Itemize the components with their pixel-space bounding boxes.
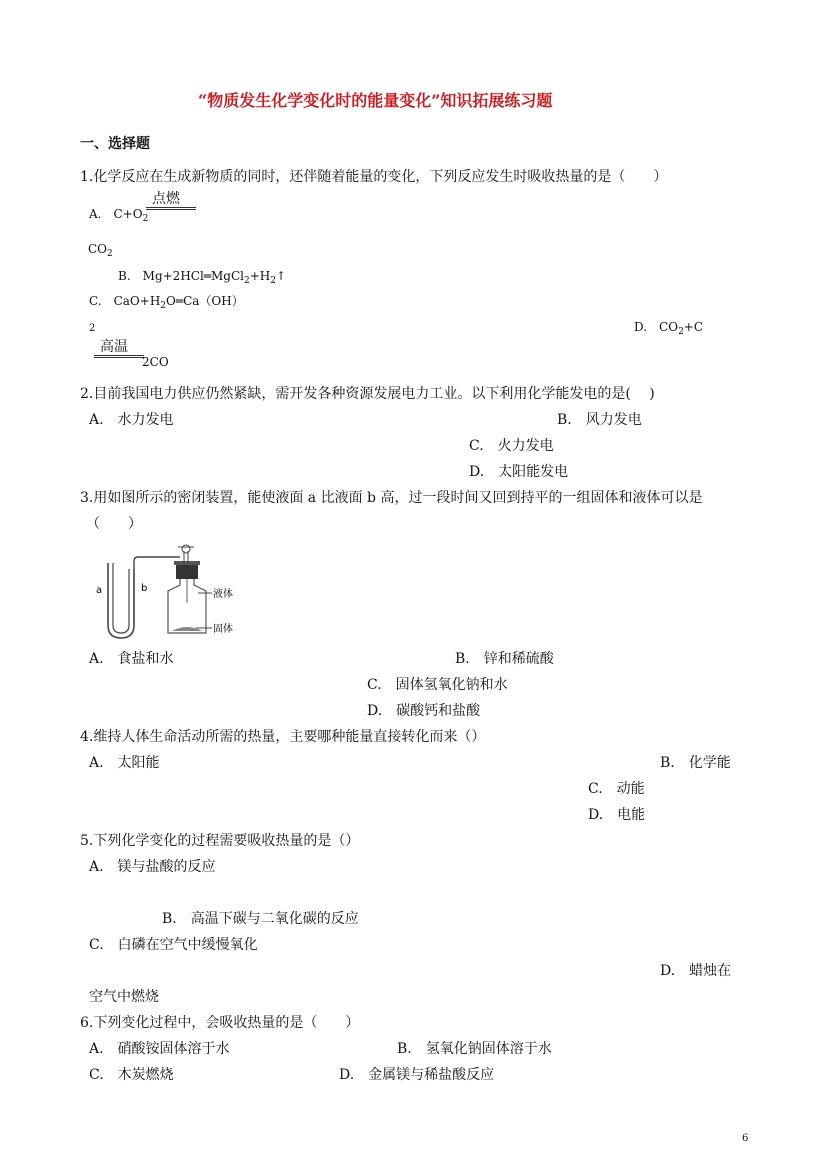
q5-option-d-cont: 空气中燃烧 <box>89 989 159 1005</box>
apparatus-figure <box>88 543 248 643</box>
q1-d-condition: 高温 <box>100 339 128 355</box>
q1-option-c-label: C. <box>89 294 102 308</box>
q2-option-c: C. 火力发电 <box>469 438 554 454</box>
page-title: “物质发生化学变化时的能量变化”知识拓展练习题 <box>198 91 553 110</box>
u-tube-inner <box>113 563 129 633</box>
q1-option-d-label: D. <box>634 320 648 334</box>
q5-option-a: A. 镁与盐酸的反应 <box>89 859 216 875</box>
q1-a-equals-bar <box>146 207 196 210</box>
q2-option-d: D. 太阳能发电 <box>469 464 569 480</box>
q6-option-d: D. 金属镁与稀盐酸反应 <box>339 1067 495 1083</box>
question-3-stem-cont: （ ） <box>86 516 142 532</box>
q1-a-condition-arrow <box>146 191 196 210</box>
q4-option-b: B. 化学能 <box>660 755 731 771</box>
q3-option-c: C. 固体氢氧化钠和水 <box>367 677 508 693</box>
section-heading: 一、选择题 <box>80 136 150 152</box>
q5-option-c: C. 白磷在空气中缓慢氧化 <box>89 937 258 953</box>
u-tube-outer <box>108 563 134 638</box>
label-solid: 固体 <box>213 624 233 635</box>
question-1-stem: 1.化学反应在生成新物质的同时，还伴随着能量的变化，下列反应发生时吸收热量的是（ ） <box>80 169 668 185</box>
q1-option-a-label: A. <box>89 207 102 221</box>
label-b: b <box>141 583 148 594</box>
q2-option-a: A. 水力发电 <box>89 412 174 428</box>
q1-a-condition: 点燃 <box>152 191 180 207</box>
q1-option-a-product: $CO_2$ <box>88 242 113 259</box>
q6-option-b: B. 氢氧化钠固体溶于水 <box>397 1041 552 1057</box>
connecting-tube <box>134 557 180 569</box>
question-3-stem: 3.用如图所示的密闭装置，能使液面 a 比液面 b 高，过一段时间又回到持平的一组固体和液体可以是 <box>80 490 703 506</box>
q1-option-c-sub-cont: 2 <box>89 323 96 334</box>
question-6-stem: 6.下列变化过程中，会吸收热量的是（ ） <box>80 1015 360 1031</box>
q4-option-d: D. 电能 <box>588 807 646 823</box>
q5-option-d: D. 蜡烛在 <box>660 963 732 979</box>
question-5-stem: 5.下列化学变化的过程需要吸收热量的是（） <box>80 833 360 849</box>
q3-option-d: D. 碳酸钙和盐酸 <box>367 703 481 719</box>
label-a: a <box>96 585 103 596</box>
q1-option-a-sub: 2 <box>142 214 149 224</box>
q3-option-a: A. 食盐和水 <box>89 651 174 667</box>
q1-option-c: C. $CaO+H_2O═Ca(OH)$ <box>89 294 244 311</box>
q1-option-d-product: 2CO <box>142 355 169 369</box>
q1-d-equals-bar <box>94 355 144 358</box>
funnel-top <box>182 545 190 553</box>
q1-option-b: B. $Mg+2HCl═MgCl_2+H_2↑$ <box>118 269 287 286</box>
q2-option-b: B. 风力发电 <box>557 412 642 428</box>
stopper <box>176 565 198 579</box>
q1-d-condition-arrow <box>94 339 144 358</box>
label-liquid: 液体 <box>213 589 233 600</box>
q1-option-b-label: B. <box>118 269 131 283</box>
q4-option-c: C. 动能 <box>588 781 645 797</box>
page-number: 6 <box>742 1133 749 1144</box>
question-2-stem: 2.目前我国电力供应仍然紧缺，需开发各种资源发展电力工业。以下利用化学能发电的是( ) <box>80 386 655 402</box>
q1-option-a <box>89 205 148 228</box>
q5-option-b: B. 高温下碳与二氧化碳的反应 <box>162 911 359 927</box>
q4-option-a: A. 太阳能 <box>89 755 160 771</box>
q1-option-d: D. $CO_2+C$ <box>634 320 704 337</box>
q1-option-a-expr: C+O <box>113 207 143 221</box>
q6-option-a: A. 硝酸铵固体溶于水 <box>89 1041 230 1057</box>
q6-option-c: C. 木炭燃烧 <box>89 1067 174 1083</box>
q3-option-b: B. 锌和稀硫酸 <box>455 651 554 667</box>
question-4-stem: 4.维持人体生命活动所需的热量，主要哪种能量直接转化而来（） <box>80 729 486 745</box>
